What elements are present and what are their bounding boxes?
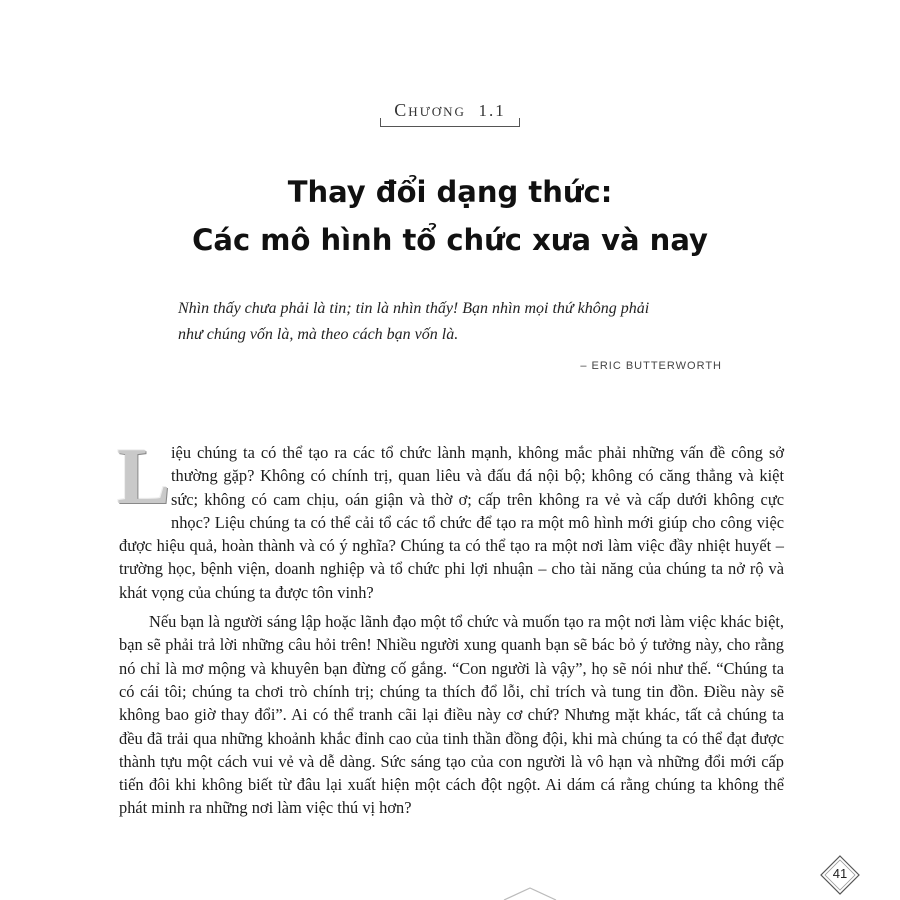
page-number-badge [820, 855, 860, 895]
page-number: 41 [832, 866, 848, 881]
epigraph-line1: Nhìn thấy chưa phải là tin; tin là nhìn thấy! Bạn nhìn mọi thứ không phải [178, 300, 650, 317]
chapter-title-line2: Các mô hình tổ chức xưa và nay [192, 223, 708, 257]
bottom-ornament-icon [500, 885, 560, 900]
paragraph-1 [117, 433, 784, 604]
paragraph-1-text: iệu chúng ta có thể tạo ra các tổ chức lành mạnh, không mắc phải những vấn đề công sở thường gặp? Không có chính trị, quan liêu và đấu đá nội bộ; không có căng thẳng và kiệt sức; không có cam chịu, oán giận và thờ ơ; cấp trên không ra vẻ và cấp dưới không cực nhọc? Liệu chúng ta có thể cải tổ các tổ chức để tạo ra một mô hình mới giúp cho công việc được hiệu quả, hoàn thành và có ý nghĩa? Chúng ta có thể tạo ra một nơi làm việc đầy nhiệt huyết – trường học, bệnh viện, doanh nghiệp và tổ chức phi lợi nhuận – cho tài năng của chúng ta nở rộ và khát vọng của chúng ta được tôn vinh? [119, 443, 784, 602]
drop-cap: L [117, 433, 171, 521]
chapter-word: Chương [394, 100, 466, 120]
chapter-title [0, 168, 900, 264]
chapter-label [0, 100, 900, 127]
chapter-number: 1.1 [478, 101, 506, 120]
body-text [117, 433, 784, 820]
paragraph-2: Nếu bạn là người sáng lập hoặc lãnh đạo một tổ chức và muốn tạo ra một nơi làm việc khác biệt, bạn sẽ phải trả lời những câu hỏi trên! Nhiều người xung quanh bạn sẽ bác bỏ ý tưởng này, cho rằng nó chỉ là mơ mộng và khuyên bạn đừng cố gắng. “Con người là vậy”, họ sẽ nói như thế. “Chúng ta có cái tôi; chúng ta chơi trò chính trị; chúng ta thích đổ lỗi, chỉ trích và tung tin đồn. Điều này sẽ không bao giờ thay đổi”. Ai có thể tranh cãi lại điều này cơ chứ? Nhưng mặt khác, tất cả chúng ta đều đã trải qua những khoảnh khắc đỉnh cao của tinh thần đồng đội, khi mà chúng ta có thể đạt được thành tựu một cách vui vẻ và dễ dàng. Sức sáng tạo của con người là vô hạn và những đổi mới cấp tiến đôi khi không biết từ đâu lại xuất hiện một cách đột ngột. Ai dám cá rằng chúng ta không thể phát minh ra những nơi làm việc thú vị hơn? [119, 612, 784, 818]
epigraph-author: – ERIC BUTTERWORTH [580, 360, 722, 372]
chapter-title-line1: Thay đổi dạng thức: [287, 175, 613, 209]
epigraph-quote [178, 296, 738, 348]
epigraph-line2: như chúng vốn là, mà theo cách bạn vốn là. [178, 326, 459, 343]
chapter-frame [380, 100, 519, 127]
